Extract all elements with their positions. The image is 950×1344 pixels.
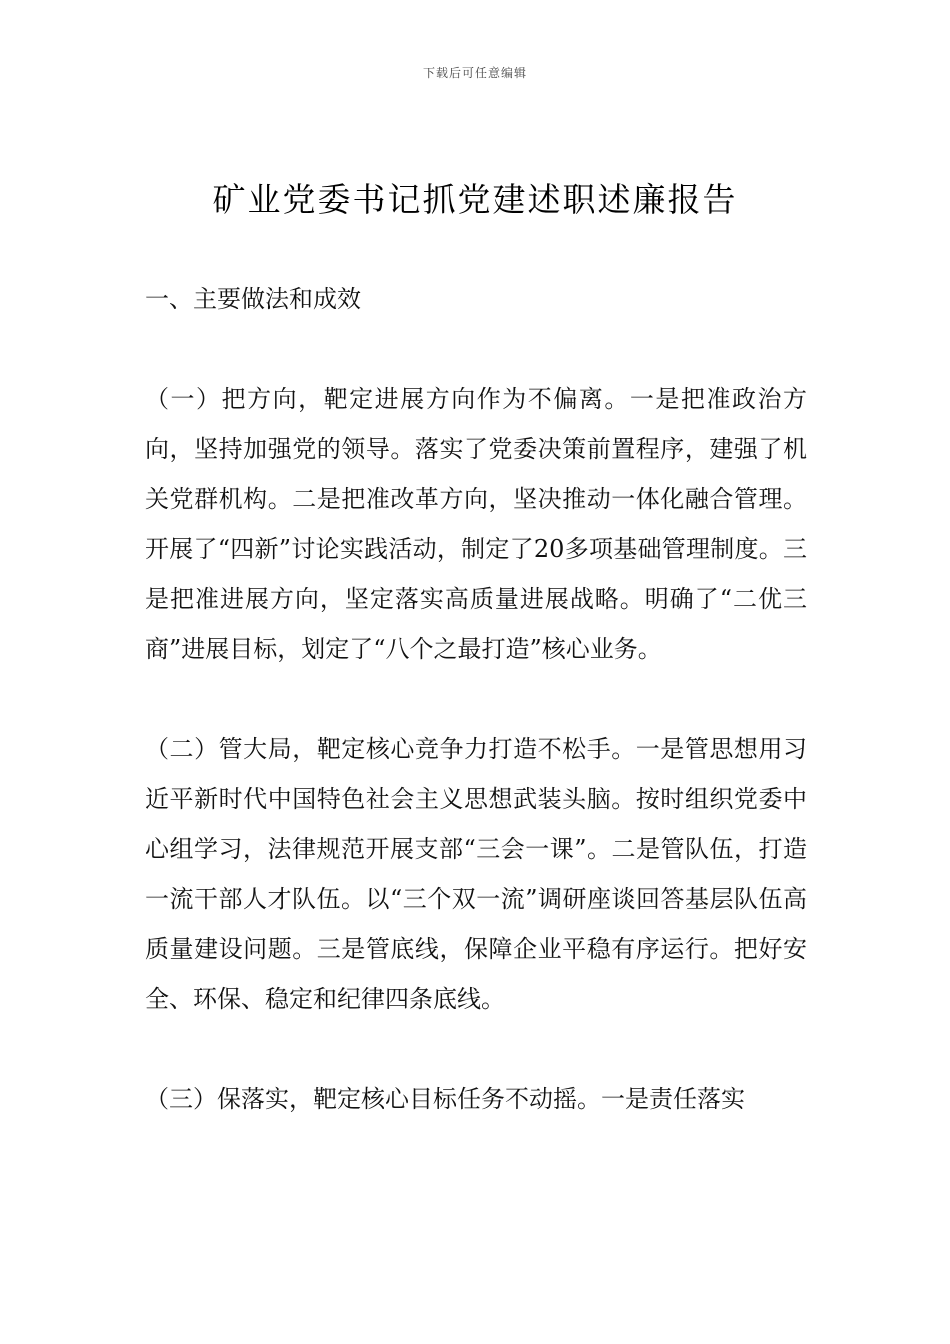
- paragraph-1: （一）把方向，靶定进展方向作为不偏离。一是把准政治方向，坚持加强党的领导。落实了党委决策前置程序，建强了机关党群机构。二是把准改革方向，坚决推动一体化融合管理。开展了“四新”讨论实践活动，制定了20多项基础管理制度。三是把准进展方向，坚定落实高质量进展战略。明确了“二优三商”进展目标，划定了“八个之最打造”核心业务。: [145, 385, 807, 663]
- paragraph-2: （二）管大局，靶定核心竞争力打造不松手。一是管思想用习近平新时代中国特色社会主义思想武装头脑。按时组织党委中心组学习，法律规范开展支部“三会一课”。二是管队伍，打造一流干部人才队伍。以“三个双一流”调研座谈回答基层队伍高质量建设问题。三是管底线，保障企业平稳有序运行。把好安全、环保、稳定和纪律四条底线。: [145, 735, 807, 1013]
- paragraph-3: （三）保落实，靶定核心目标任务不动摇。一是责任落实: [145, 1085, 745, 1113]
- section-heading: 一、主要做法和成效: [145, 285, 361, 313]
- header-note: 下载后可任意编辑: [422, 66, 527, 80]
- document-body: [145, 274, 807, 1124]
- document-title: 矿业党委书记抓党建述职述廉报告: [212, 180, 738, 219]
